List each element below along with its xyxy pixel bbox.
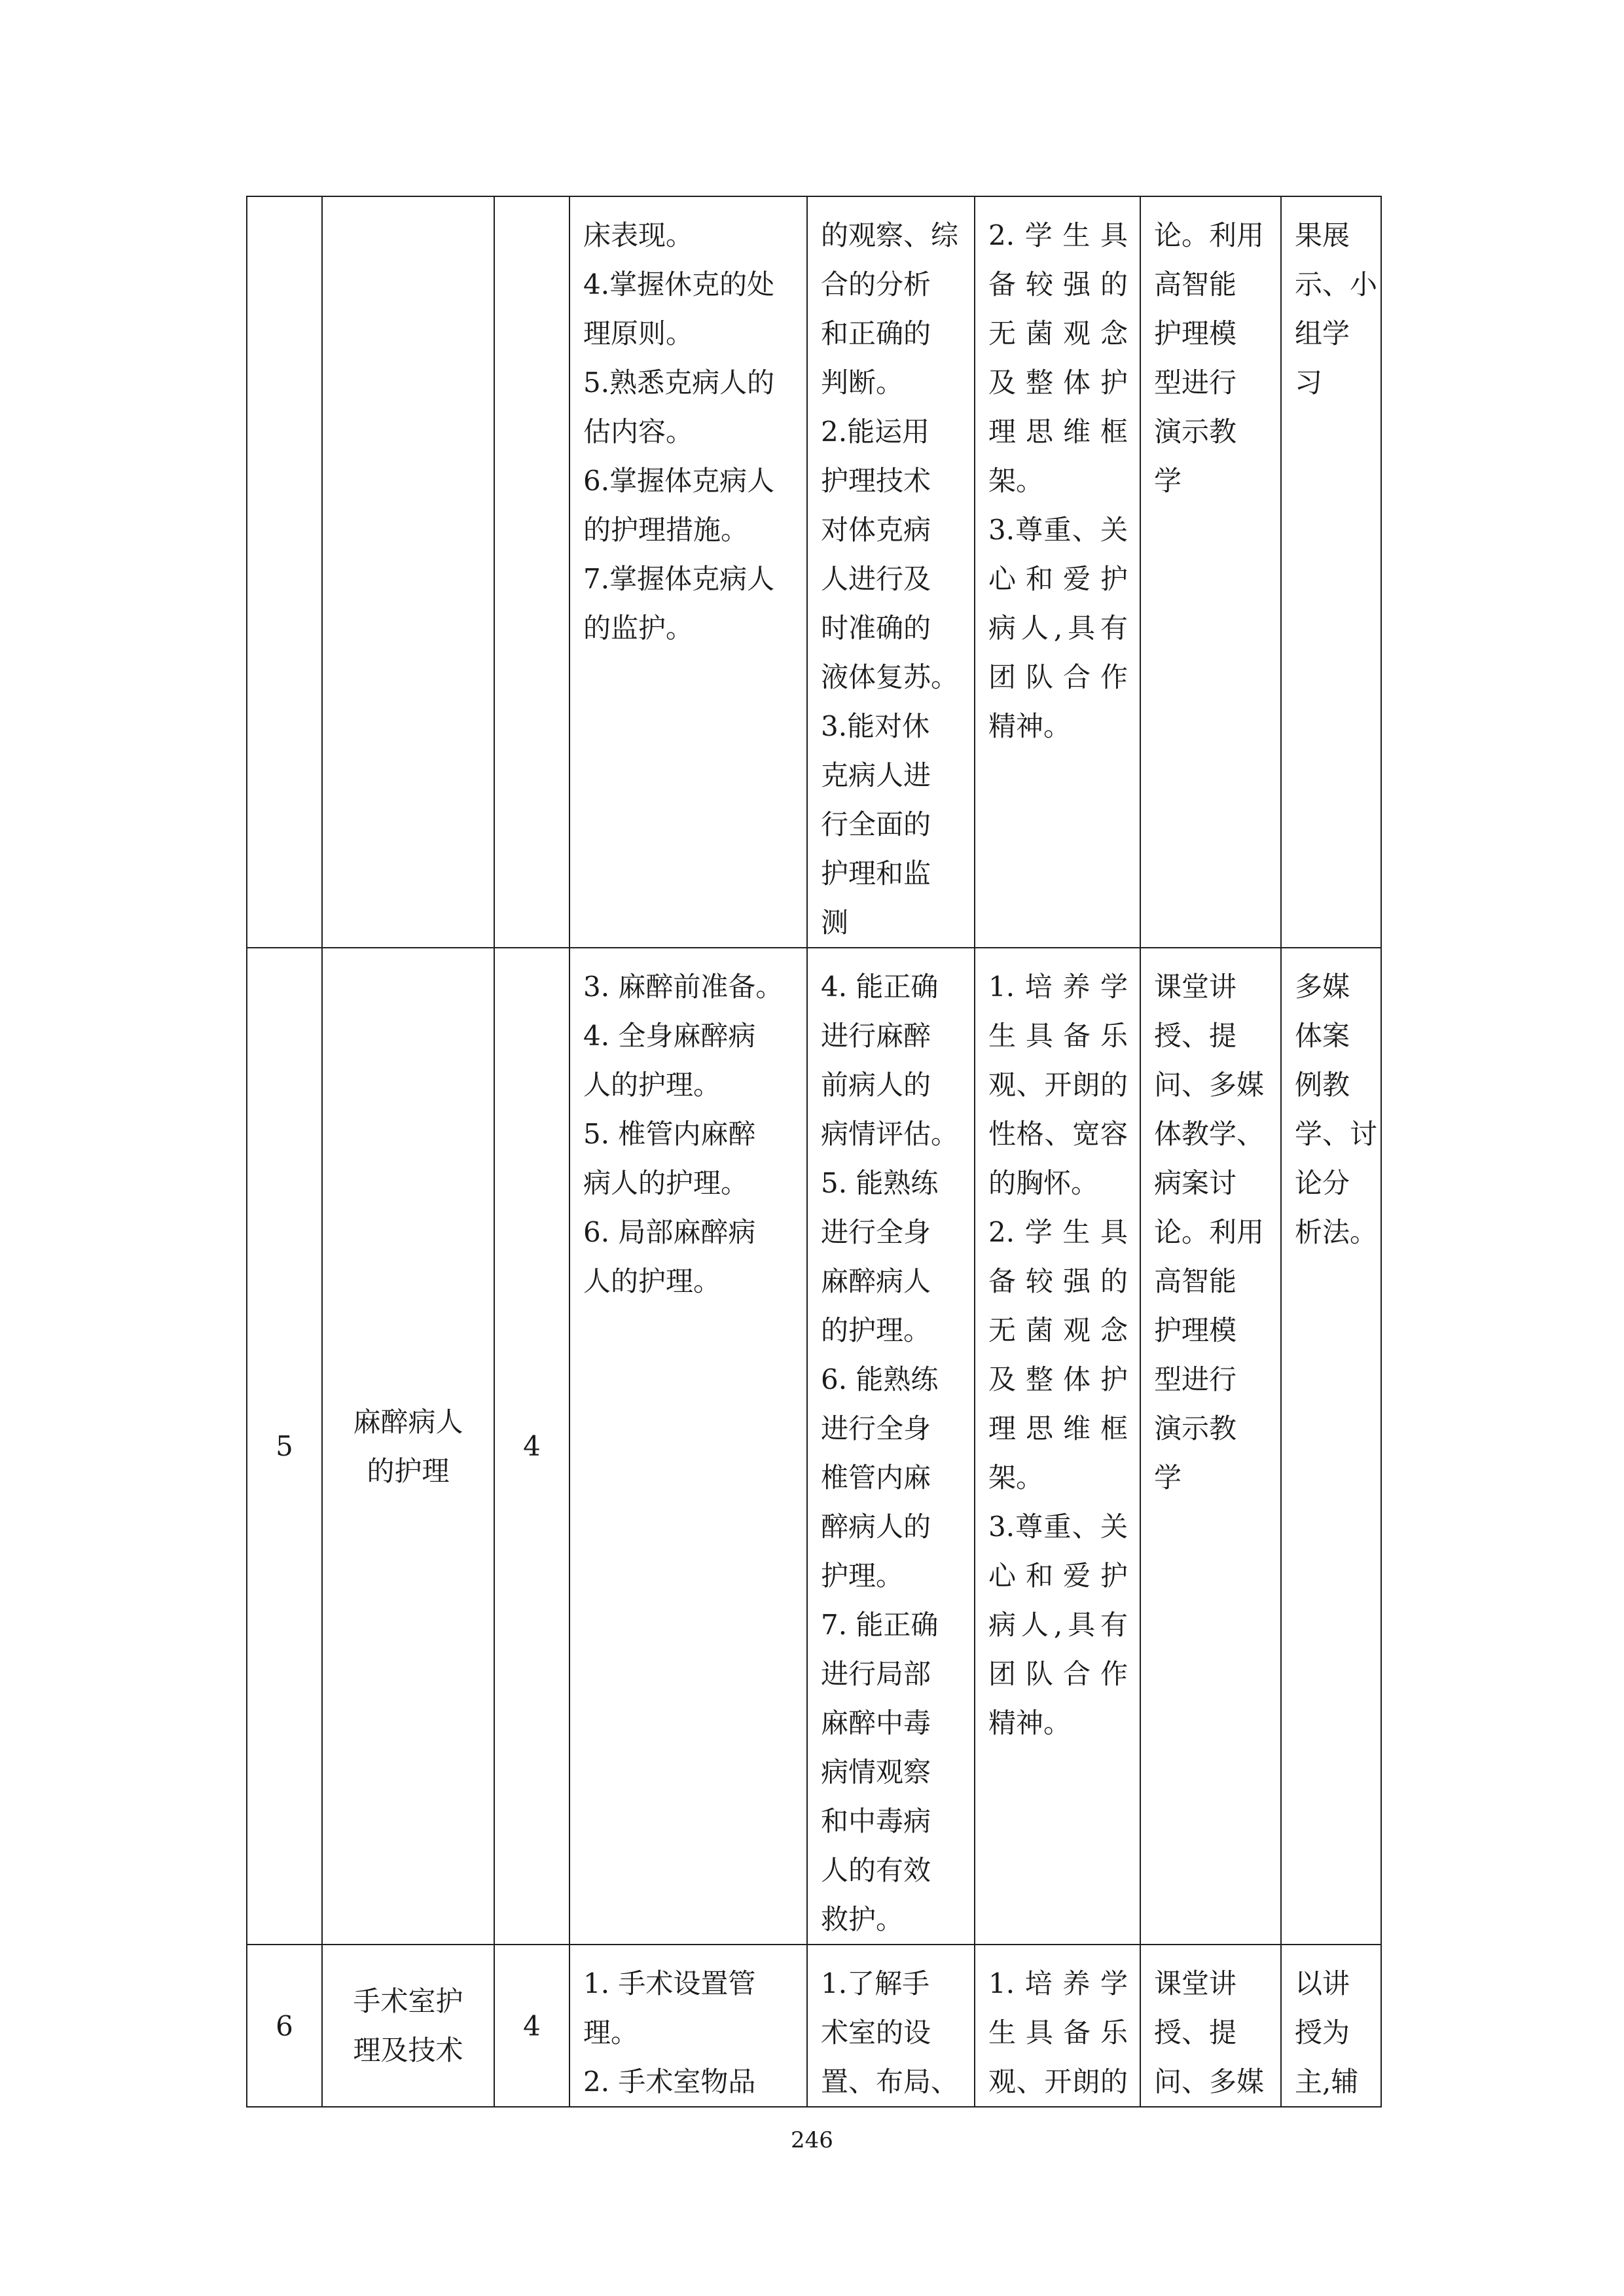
- cell-skills: 4. 能正确 进行麻醉 前病人的 病情评估。 5. 能熟练 进行全身 麻醉病人 的护理。 6. 能熟练 进行全身 椎管内麻 醉病人的 护理。 7. 能正确 进行局部 麻醉中毒 病情观察 和中毒病 人的有效 救护。: [807, 948, 975, 1945]
- cell-methods: 论。利用 高智能 护理模 型进行 演示教 学: [1140, 196, 1281, 948]
- cell-quality: 2.学生具 备较强的 无菌观念 及整体护 理思维框 架。 3.尊重、关 心和爱护 病人,具有 团队合作 精神。: [975, 196, 1140, 948]
- cell-quality: 1.培养学 生具备乐 观、开朗的 性格、宽容 的胸怀。 2.学生具 备较强的 无菌观念 及整体护 理思维框 架。 3.尊重、关 心和爱护 病人,具有 团队合作 精神。: [975, 948, 1140, 1945]
- cell-methods: 课堂讲 授、提 问、多媒 体教学、 病案讨 论。利用 高智能 护理模 型进行 演示教 学: [1140, 948, 1281, 1945]
- cell-assessment: 果展 示、小 组学 习: [1281, 196, 1381, 948]
- course-table: [246, 196, 1382, 2108]
- cell-content: 1. 手术设置管 理。 2. 手术室物品: [569, 1945, 807, 2107]
- cell-no: 5: [247, 948, 322, 1945]
- cell-content: 床表现。 4.掌握休克的处 理原则。 5.熟悉克病人的 估内容。 6.掌握体克病人 的护理措施。 7.掌握体克病人 的监护。: [569, 196, 807, 948]
- cell-assessment: 多媒 体案 例教 学、讨 论分 析法。: [1281, 948, 1381, 1945]
- cell-assessment: 以讲 授为 主,辅: [1281, 1945, 1381, 2107]
- cell-skills: 的观察、综 合的分析 和正确的 判断。 2.能运用 护理技术 对体克病 人进行及 时准确的 液体复苏。 3.能对休 克病人进 行全面的 护理和监 测: [807, 196, 975, 948]
- cell-hours: 4: [494, 1945, 569, 2107]
- table-row-5: [247, 948, 1381, 1945]
- table-row-continued: [247, 196, 1381, 948]
- cell-no: 6: [247, 1945, 322, 2107]
- cell-content: 3. 麻醉前准备。 4. 全身麻醉病 人的护理。 5. 椎管内麻醉 病人的护理。 6. 局部麻醉病 人的护理。: [569, 948, 807, 1945]
- cell-topic: 手术室护 理及技术: [322, 1945, 494, 2107]
- cell-quality: 1.培养学 生具备乐 观、开朗的: [975, 1945, 1140, 2107]
- cell-methods: 课堂讲 授、提 问、多媒: [1140, 1945, 1281, 2107]
- cell-topic: 麻醉病人 的护理: [322, 948, 494, 1945]
- cell-skills: 1.了解手 术室的设 置、布局、: [807, 1945, 975, 2107]
- page-number: 246: [791, 2127, 833, 2153]
- cell-hours: [494, 196, 569, 948]
- cell-no: [247, 196, 322, 948]
- table-row-6: [247, 1945, 1381, 2107]
- cell-hours: 4: [494, 948, 569, 1945]
- cell-topic: [322, 196, 494, 948]
